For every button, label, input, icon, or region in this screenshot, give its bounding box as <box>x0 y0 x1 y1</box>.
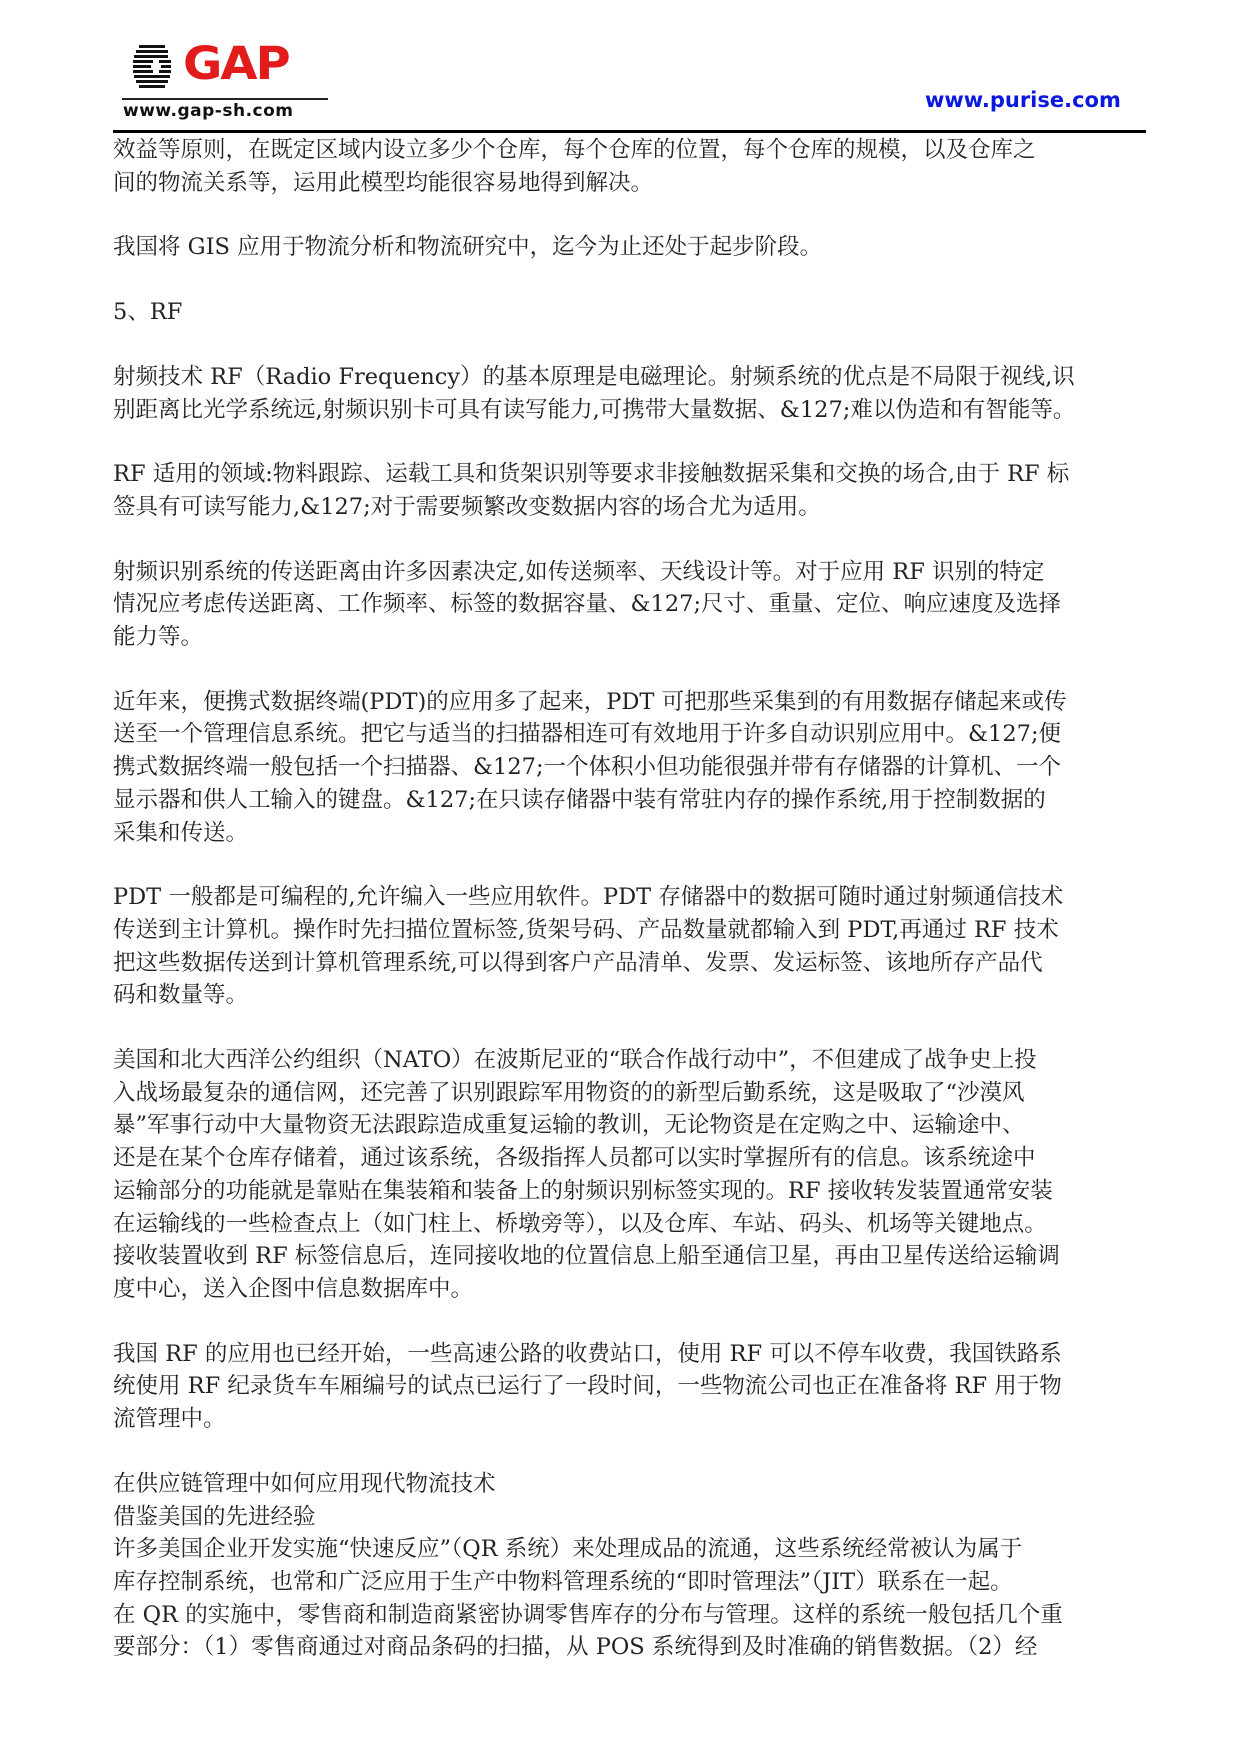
text-line: 签具有可读写能力,&127;对于需要频繁改变数据内容的场合尤为适用。 <box>113 493 821 520</box>
text-line: 我国将 GIS 应用于物流分析和物流研究中，迄今为止还处于起步阶段。 <box>113 234 823 261</box>
logo-url: www.gap-sh.com <box>123 101 294 121</box>
text-line: 近年来，便携式数据终端(PDT)的应用多了起来，PDT 可把那些采集到的有用数据存储起来或传 <box>113 688 1067 715</box>
text-line: 能力等。 <box>113 624 204 651</box>
section-subtitle: 借鉴美国的先进经验 <box>113 1503 316 1530</box>
text-line: 传送到主计算机。操作时先扫描位置标签,货架号码、产品数量就都输入到 PDT,再通过 RF 技术 <box>113 916 1059 943</box>
text-line: 入战场最复杂的通信网，还完善了识别跟踪军用物资的的新型后勤系统，这是吸取了“沙漠风 <box>113 1079 1025 1106</box>
header-divider <box>113 130 1146 133</box>
paragraph <box>113 881 1146 1012</box>
paragraph <box>113 1338 1146 1436</box>
text-line: 美国和北大西洋公约组织（NATO）在波斯尼亚的“联合作战行动中”，不但建成了战争史上投 <box>113 1047 1037 1074</box>
logo-divider <box>122 98 328 100</box>
text-line: 在运输线的一些检查点上（如门柱上、桥墩旁等），以及仓库、车站、码头、机场等关键地点。 <box>113 1210 1047 1237</box>
section-title: 在供应链管理中如何应用现代物流技术 <box>113 1470 496 1497</box>
globe-icon <box>133 43 171 93</box>
text-line: 许多美国企业开发实施“快速反应”（QR 系统）来处理成品的流通，这些系统经常被认为属于 <box>113 1536 1023 1563</box>
paragraph <box>113 458 1146 523</box>
text-line: 统使用 RF 纪录货车车厢编号的试点已运行了一段时间，一些物流公司也正在准备将 RF 用于物 <box>113 1373 1062 1400</box>
paragraph <box>113 1044 1146 1306</box>
text-line: 别距离比光学系统远,射频识别卡可具有读写能力,可携带大量数据、&127;难以伪造和有智能等。 <box>113 396 1076 423</box>
text-line: 还是在某个仓库存储着，通过该系统，各级指挥人员都可以实时掌握所有的信息。该系统途中 <box>113 1145 1036 1172</box>
text-line: 显示器和供人工输入的键盘。&127;在只读存储器中装有常驻内存的操作系统,用于控制数据的 <box>113 786 1046 813</box>
gap-logo <box>113 33 331 125</box>
text-line: 情况应考虑传送距离、工作频率、标签的数据容量、&127;尺寸、重量、定位、响应速度及选择 <box>113 591 1062 618</box>
text-line: 度中心，送入企图中信息数据库中。 <box>113 1275 474 1302</box>
text-line: 码和数量等。 <box>113 982 249 1009</box>
paragraph <box>113 361 1146 426</box>
paragraph <box>113 686 1146 850</box>
paragraph <box>113 1468 1146 1664</box>
paragraph <box>113 134 1146 199</box>
text-line: 我国 RF 的应用也已经开始，一些高速公路的收费站口，使用 RF 可以不停车收费，我国铁路系 <box>113 1340 1062 1367</box>
text-line: 效益等原则，在既定区域内设立多少个仓库，每个仓库的位置，每个仓库的规模，以及仓库之 <box>113 137 1036 163</box>
text-line: 采集和传送。 <box>113 819 249 846</box>
text-line: 要部分：（1）零售商通过对商品条码的扫描，从 POS 系统得到及时准确的销售数据。（2）经 <box>113 1634 1038 1661</box>
logo-wordmark: GAP <box>183 37 289 91</box>
paragraph <box>113 556 1146 654</box>
text-line: 暴”军事行动中大量物资无法跟踪造成重复运输的教训，无论物资是在定购之中、运输途中、 <box>113 1112 1025 1139</box>
text-line: 库存控制系统，也常和广泛应用于生产中物料管理系统的“即时管理法”（JIT）联系在一起。 <box>113 1568 1013 1595</box>
text-line: 运输部分的功能就是靠贴在集装箱和装备上的射频识别标签实现的。RF 接收转发装置通常安装 <box>113 1177 1053 1204</box>
text-line: 接收装置收到 RF 标签信息后，连同接收地的位置信息上船至通信卫星，再由卫星传送给运输调 <box>113 1243 1060 1270</box>
text-line: 射频识别系统的传送距离由许多因素决定,如传送频率、天线设计等。对于应用 RF 识别的特定 <box>113 558 1045 585</box>
text-line: 在 QR 的实施中，零售商和制造商紧密协调零售库存的分布与管理。这样的系统一般包括几个重 <box>113 1601 1063 1628</box>
text-line: PDT 一般都是可编程的,允许编入一些应用软件。PDT 存储器中的数据可随时通过射频通信技术 <box>113 884 1064 911</box>
text-line: RF 适用的领域:物料跟踪、运载工具和货架识别等要求非接触数据采集和交换的场合,由于 RF 标 <box>113 461 1070 488</box>
paragraph <box>113 231 1146 264</box>
text-line: 携式数据终端一般包括一个扫描器、&127;一个体积小但功能很强并带有存储器的计算机、一个 <box>113 754 1062 781</box>
text-line: 把这些数据传送到计算机管理系统,可以得到客户产品清单、发票、发运标签、该地所存产品代 <box>113 949 1043 976</box>
text-line: 送至一个管理信息系统。把它与适当的扫描器相连可有效地用于许多自动识别应用中。&127;便 <box>113 721 1062 748</box>
site-url-link[interactable]: www.purise.com <box>925 88 1121 112</box>
document-body <box>113 134 1146 1664</box>
text-line: 间的物流关系等，运用此模型均能很容易地得到解决。 <box>113 169 654 196</box>
text-line: 流管理中。 <box>113 1406 226 1433</box>
section-heading <box>113 296 1146 329</box>
text-line: 5、RF <box>113 299 183 326</box>
text-line: 射频技术 RF（Radio Frequency）的基本原理是电磁理论。射频系统的优点是不局限于视线,识 <box>113 363 1075 390</box>
